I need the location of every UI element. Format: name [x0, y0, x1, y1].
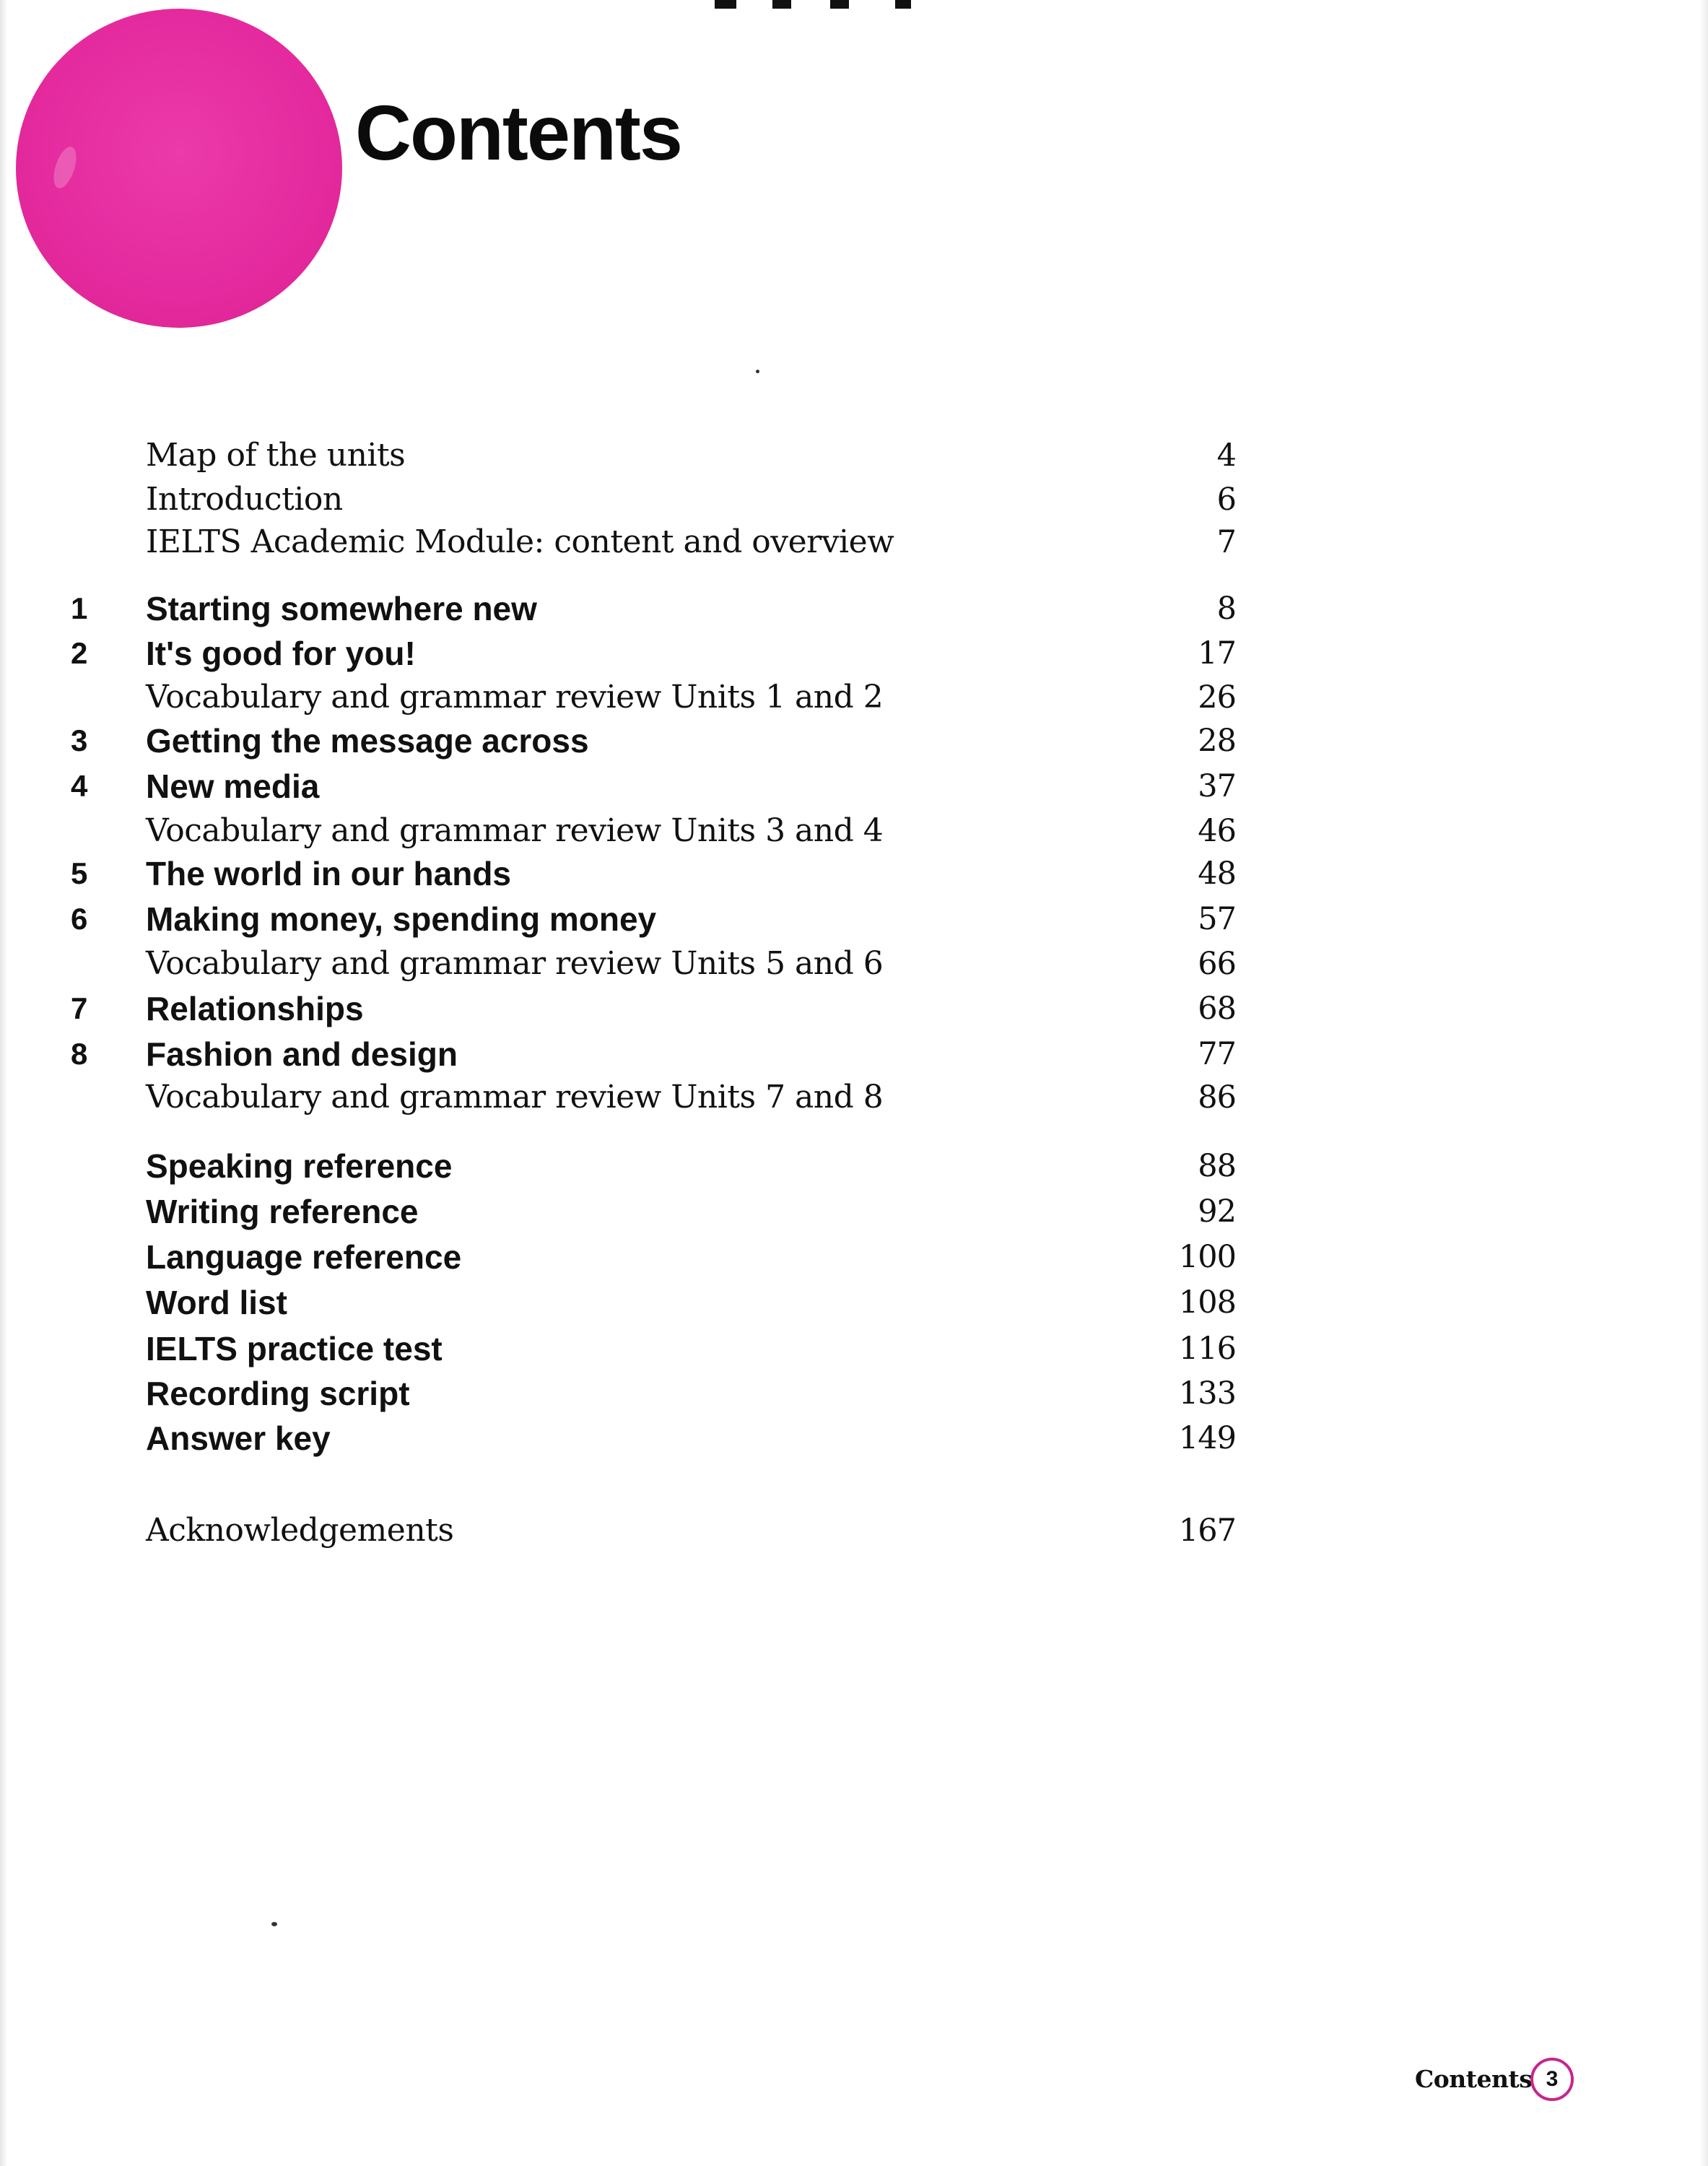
toc-page-number: 108: [1178, 1284, 1236, 1321]
toc-entry-label: Making money, spending money: [146, 900, 657, 938]
toc-entry: [0, 1281, 1271, 1324]
toc-entry-label: Vocabulary and grammar review Units 5 and 6: [146, 945, 884, 982]
toc-entry: [0, 1327, 1271, 1370]
toc-page-number: 57: [1198, 901, 1236, 937]
toc-page-number: 167: [1178, 1513, 1236, 1549]
toc-entry: [0, 1235, 1271, 1279]
page-title: Contents: [355, 89, 681, 176]
unit-number: 5: [71, 856, 88, 890]
toc-entry-label: Language reference: [146, 1238, 462, 1276]
toc-page-number: 133: [1178, 1375, 1236, 1412]
unit-number: 8: [71, 1037, 88, 1071]
toc-entry-label: It's good for you!: [146, 635, 416, 672]
toc-page-number: 6: [1216, 482, 1236, 518]
toc-page-number: 66: [1198, 946, 1236, 982]
toc-page-number: 17: [1198, 635, 1236, 671]
toc-page-number: 149: [1178, 1420, 1236, 1456]
toc-entry: [0, 632, 1271, 675]
unit-number: 7: [71, 991, 88, 1025]
toc-page-number: 92: [1198, 1193, 1236, 1230]
toc-page-number: 86: [1198, 1079, 1236, 1115]
toc-page-number: 8: [1216, 591, 1236, 627]
toc-entry-label: Vocabulary and grammar review Units 1 and 2: [146, 679, 884, 716]
toc-entry-label: IELTS practice test: [146, 1330, 443, 1367]
toc-entry: [0, 1076, 1271, 1119]
toc-entry: [0, 897, 1271, 941]
page-number-badge: 3: [1530, 2058, 1574, 2101]
toc-page-number: 4: [1216, 438, 1236, 474]
toc-page-number: 68: [1198, 991, 1236, 1027]
toc-entry: [0, 1144, 1271, 1188]
toc-page-number: 77: [1198, 1036, 1236, 1072]
toc-page-number: 116: [1178, 1331, 1236, 1367]
toc-page-number: 7: [1216, 524, 1236, 560]
footer-label: Contents: [1415, 2065, 1533, 2093]
toc-page-number: 46: [1198, 813, 1236, 849]
toc-page-number: 100: [1178, 1239, 1236, 1275]
toc-entry-label: Vocabulary and grammar review Units 3 and 4: [146, 812, 884, 849]
toc-entry-label: Getting the message across: [146, 722, 589, 760]
toc-entry: [0, 942, 1271, 986]
toc-entry: [0, 676, 1271, 719]
toc-entry-label: Introduction: [146, 481, 343, 518]
toc-entry: [0, 434, 1271, 477]
unit-number: 4: [71, 769, 88, 803]
toc-entry: [0, 1509, 1271, 1552]
toc-entry-label: Relationships: [146, 990, 364, 1027]
toc-entry: [0, 1190, 1271, 1233]
toc-entry-label: Recording script: [146, 1375, 410, 1412]
toc-entry: [0, 809, 1271, 853]
toc-entry: [0, 1372, 1271, 1415]
toc-entry-label: The world in our hands: [146, 855, 511, 892]
toc-entry-label: New media: [146, 767, 320, 805]
toc-entry: [0, 1417, 1271, 1460]
toc-entry-label: Map of the units: [146, 437, 406, 474]
toc-entry: [0, 987, 1271, 1030]
toc-entry: [0, 1032, 1271, 1076]
toc-page-number: 28: [1198, 723, 1236, 759]
toc-entry-label: Vocabulary and grammar review Units 7 and 8: [146, 1079, 884, 1115]
toc-entry-label: Fashion and design: [146, 1035, 458, 1073]
toc-page-number: 26: [1198, 679, 1236, 716]
toc-entry-label: Answer key: [146, 1419, 331, 1457]
toc-page-number: 48: [1198, 856, 1236, 892]
toc-entry-label: Starting somewhere new: [146, 590, 537, 627]
toc-entry: [0, 719, 1271, 762]
toc-entry: [0, 587, 1271, 630]
toc-entry: [0, 478, 1271, 521]
toc-entry-label: IELTS Academic Module: content and overview: [146, 523, 894, 560]
toc-entry-label: Writing reference: [146, 1193, 419, 1230]
unit-number: 1: [71, 591, 88, 625]
unit-number: 3: [71, 723, 88, 757]
toc-entry: [0, 852, 1271, 895]
toc-entry-label: Acknowledgements: [146, 1512, 454, 1549]
toc-page-number: 37: [1198, 768, 1236, 804]
toc-entry: [0, 521, 1271, 564]
toc-entry-label: Speaking reference: [146, 1147, 453, 1185]
toc-entry-label: Word list: [146, 1284, 287, 1321]
toc-entry: [0, 765, 1271, 808]
toc-page-number: 88: [1198, 1148, 1236, 1184]
unit-number: 2: [71, 636, 88, 670]
unit-number: 6: [71, 902, 88, 936]
